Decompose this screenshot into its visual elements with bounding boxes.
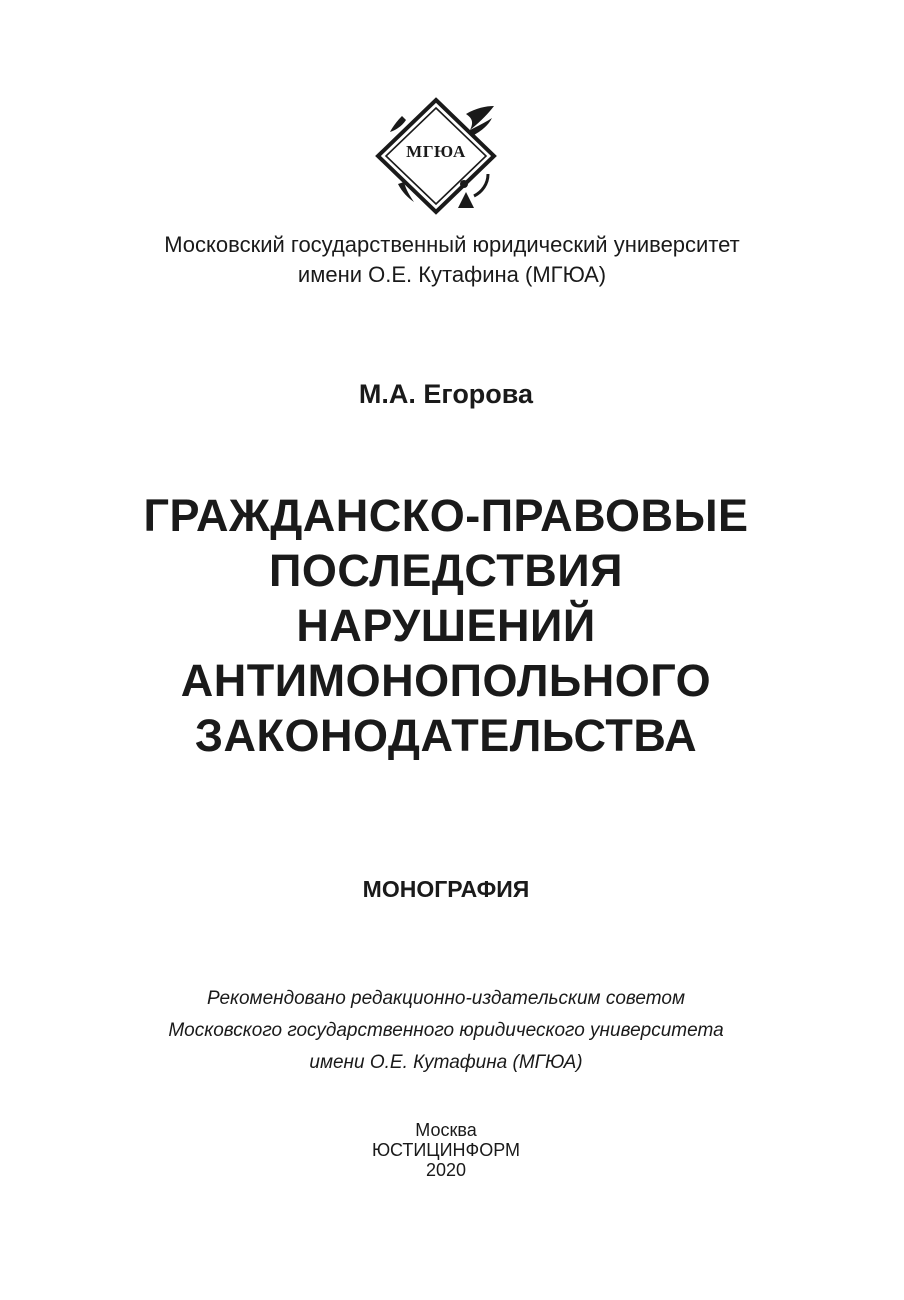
imprint-year: 2020: [425, 1160, 467, 1180]
book-title-line-2: ПОСЛЕДСТВИЯ: [269, 545, 623, 596]
recommendation-line-2: Московского государственного юридического университета: [168, 1020, 724, 1041]
logo-text: МГЮА: [406, 142, 466, 161]
imprint: [0, 1120, 892, 1180]
university-name-line-2: имени О.Е. Кутафина (МГЮА): [297, 262, 607, 287]
book-title-line-1: ГРАЖДАНСКО-ПРАВОВЫЕ: [143, 490, 749, 541]
book-title: [0, 488, 892, 763]
imprint-publisher: ЮСТИЦИНФОРМ: [371, 1140, 521, 1160]
university-name-line-1: Московский государственный юридический университет: [164, 232, 740, 257]
book-title-line-3: НАРУШЕНИЙ: [296, 600, 596, 651]
genre-label: МОНОГРАФИЯ: [362, 876, 530, 902]
recommendation-line-1: Рекомендовано редакционно-издательским советом: [206, 988, 685, 1009]
book-title-line-5: ЗАКОНОДАТЕЛЬСТВА: [194, 710, 698, 761]
university-logo: [374, 96, 498, 216]
recommendation-note: [0, 983, 892, 1079]
university-name: [0, 230, 904, 290]
book-title-line-4: АНТИМОНОПОЛЬНОГО: [180, 655, 712, 706]
recommendation-line-3: имени О.Е. Кутафина (МГЮА): [309, 1052, 583, 1073]
imprint-city: Москва: [415, 1120, 477, 1140]
author-name: М.А. Егорова: [358, 379, 534, 409]
